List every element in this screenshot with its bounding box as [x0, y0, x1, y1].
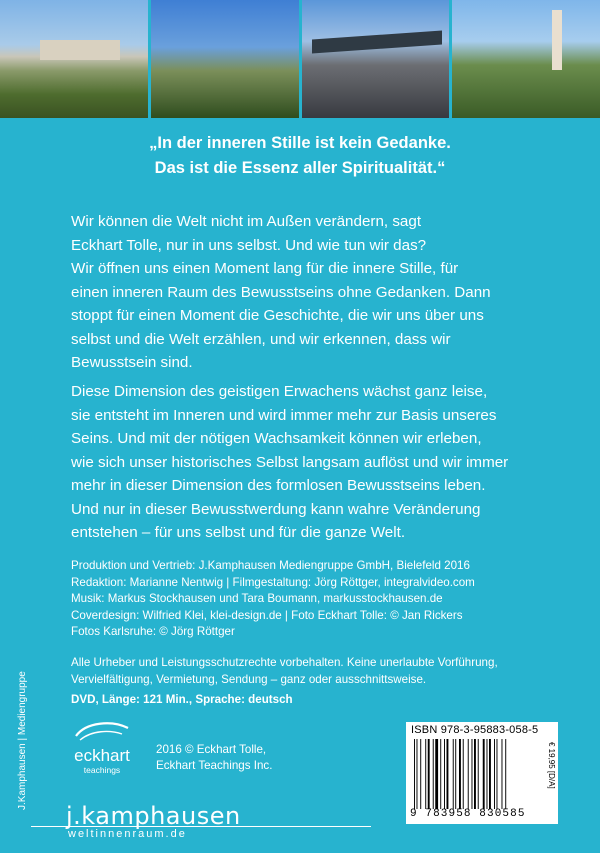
pavilion-roof	[312, 30, 442, 53]
barcode-bar	[494, 739, 495, 809]
barcode-bar	[478, 739, 479, 809]
paragraph-line: sie entsteht im Inneren und wird immer mehr zur Basis unseres	[71, 406, 497, 424]
barcode-bar	[417, 739, 418, 809]
barcode-bar	[420, 739, 421, 809]
barcode-bar	[440, 739, 441, 809]
paragraph-line: stoppt für einen Moment die Geschichte, die wir uns über uns	[71, 307, 484, 324]
barcode-bar	[502, 739, 503, 809]
barcode-bar	[433, 739, 434, 809]
paragraph-line: mehr in dieser Dimension des formlosen Bewusstseins leben.	[71, 477, 486, 494]
paragraph-line: Wir öffnen uns einen Moment lang für die innere Stille, für	[71, 260, 459, 277]
paragraph-line: entstehen – für uns selbst und für die ganze Welt.	[71, 524, 406, 541]
eckhart-swirl-icon	[72, 718, 132, 746]
paragraph-line: wie sich unser historisches Selbst langsam auflöst und wir immer	[71, 453, 509, 471]
rights-line: Vervielfältigung, Vermietung, Sendung – ganz oder ausschnittsweise.	[71, 672, 427, 686]
crowd-photo	[302, 0, 450, 118]
barcode-bar	[487, 739, 488, 809]
paragraph-2	[71, 380, 551, 545]
spine-text: J.Kamphausen | Mediengruppe	[17, 671, 28, 810]
price-text: € 19,95 [D/A]	[547, 742, 556, 789]
eckhart-logo-name: eckhart	[74, 746, 130, 765]
paragraph-line: Wir können die Welt nicht im Außen verändern, sagt	[71, 213, 422, 230]
barcode-bar	[474, 739, 476, 809]
tower	[552, 10, 562, 70]
copyright-line: Eckhart Teachings Inc.	[156, 759, 273, 772]
credit-line: Redaktion: Marianne Nentwig | Filmgestaltung: Jörg Röttger, integralvideo.com	[71, 575, 475, 589]
spine-label	[3, 600, 28, 820]
barcode-bar	[447, 739, 449, 809]
city-photo	[452, 0, 600, 118]
paragraph-line: Und nur in dieser Bewusstwerdung kann wahre Veränderung	[71, 500, 481, 518]
paragraph-line: Seins. Und mit der nötigen Wachsamkeit können wir erleben,	[71, 430, 482, 447]
publisher-website: weltinnenraum.de	[68, 828, 187, 840]
barcode-bar	[459, 739, 461, 809]
garden-photo	[151, 0, 299, 118]
barcode-bar	[425, 739, 426, 809]
credits	[71, 558, 475, 641]
barcode-bar	[472, 739, 473, 809]
eckhart-teachings-logo	[72, 718, 132, 782]
rights-line: Alle Urheber und Leistungsschutzrechte vorbehalten. Keine unerlaubte Vorführung,	[71, 656, 498, 669]
paragraph-1	[71, 210, 551, 375]
barcode-bar	[497, 739, 498, 809]
paragraph-line: einen inneren Raum des Bewusstseins ohne Gedanken. Dann	[71, 283, 491, 301]
copyright	[156, 742, 272, 774]
credit-line: Coverdesign: Wilfried Klei, klei-design.de | Foto Eckhart Tolle: © Jan Rickers	[71, 608, 463, 622]
paragraph-line: Bewusstsein sind.	[71, 354, 193, 371]
paragraph-line: selbst und die Welt erzählen, und wir erkennen, dass wir	[71, 330, 451, 348]
quote-line-1: „In der inneren Stille ist kein Gedanke.	[149, 134, 451, 152]
barcode-bar	[428, 739, 430, 809]
isbn-number: ISBN 978-3-95883-058-5	[411, 724, 539, 736]
credit-line: Musik: Markus Stockhausen und Tara Boumann, markusstockhausen.de	[71, 592, 443, 605]
rights-notice	[71, 655, 498, 688]
barcode-bar	[453, 739, 454, 809]
barcode-bar	[463, 739, 464, 809]
credit-line: Fotos Karlsruhe: © Jörg Röttger	[71, 625, 235, 638]
barcode-box	[406, 722, 558, 824]
barcode-bar	[505, 739, 506, 809]
barcode-bar	[444, 739, 445, 809]
photo-strip	[0, 0, 600, 118]
barcode-bar	[468, 739, 469, 809]
barcode-icon	[414, 739, 540, 809]
quote-line-2: Das ist die Essenz aller Spiritualität.“	[154, 159, 446, 177]
copyright-line: 2016 © Eckhart Tolle,	[156, 743, 267, 756]
barcode-bar	[455, 739, 456, 809]
barcode-bar	[489, 739, 491, 809]
palace-building	[40, 40, 120, 60]
barcode-bar	[483, 739, 485, 809]
paragraph-line: Eckhart Tolle, nur in uns selbst. Und wie tun wir das?	[71, 236, 427, 254]
palace-photo	[0, 0, 148, 118]
publisher-logo: j.kamphausen	[66, 802, 241, 830]
barcode-bar	[414, 739, 415, 809]
dvd-info: DVD, Länge: 121 Min., Sprache: deutsch	[71, 693, 293, 706]
barcode-bar	[435, 739, 438, 809]
eckhart-logo-sub: teachings	[83, 765, 121, 775]
credit-line: Produktion und Vertrieb: J.Kamphausen Mediengruppe GmbH, Bielefeld 2016	[71, 559, 470, 572]
barcode-digits: 9 783958 830585	[410, 808, 526, 820]
paragraph-line: Diese Dimension des geistigen Erwachens wächst ganz leise,	[71, 383, 488, 400]
